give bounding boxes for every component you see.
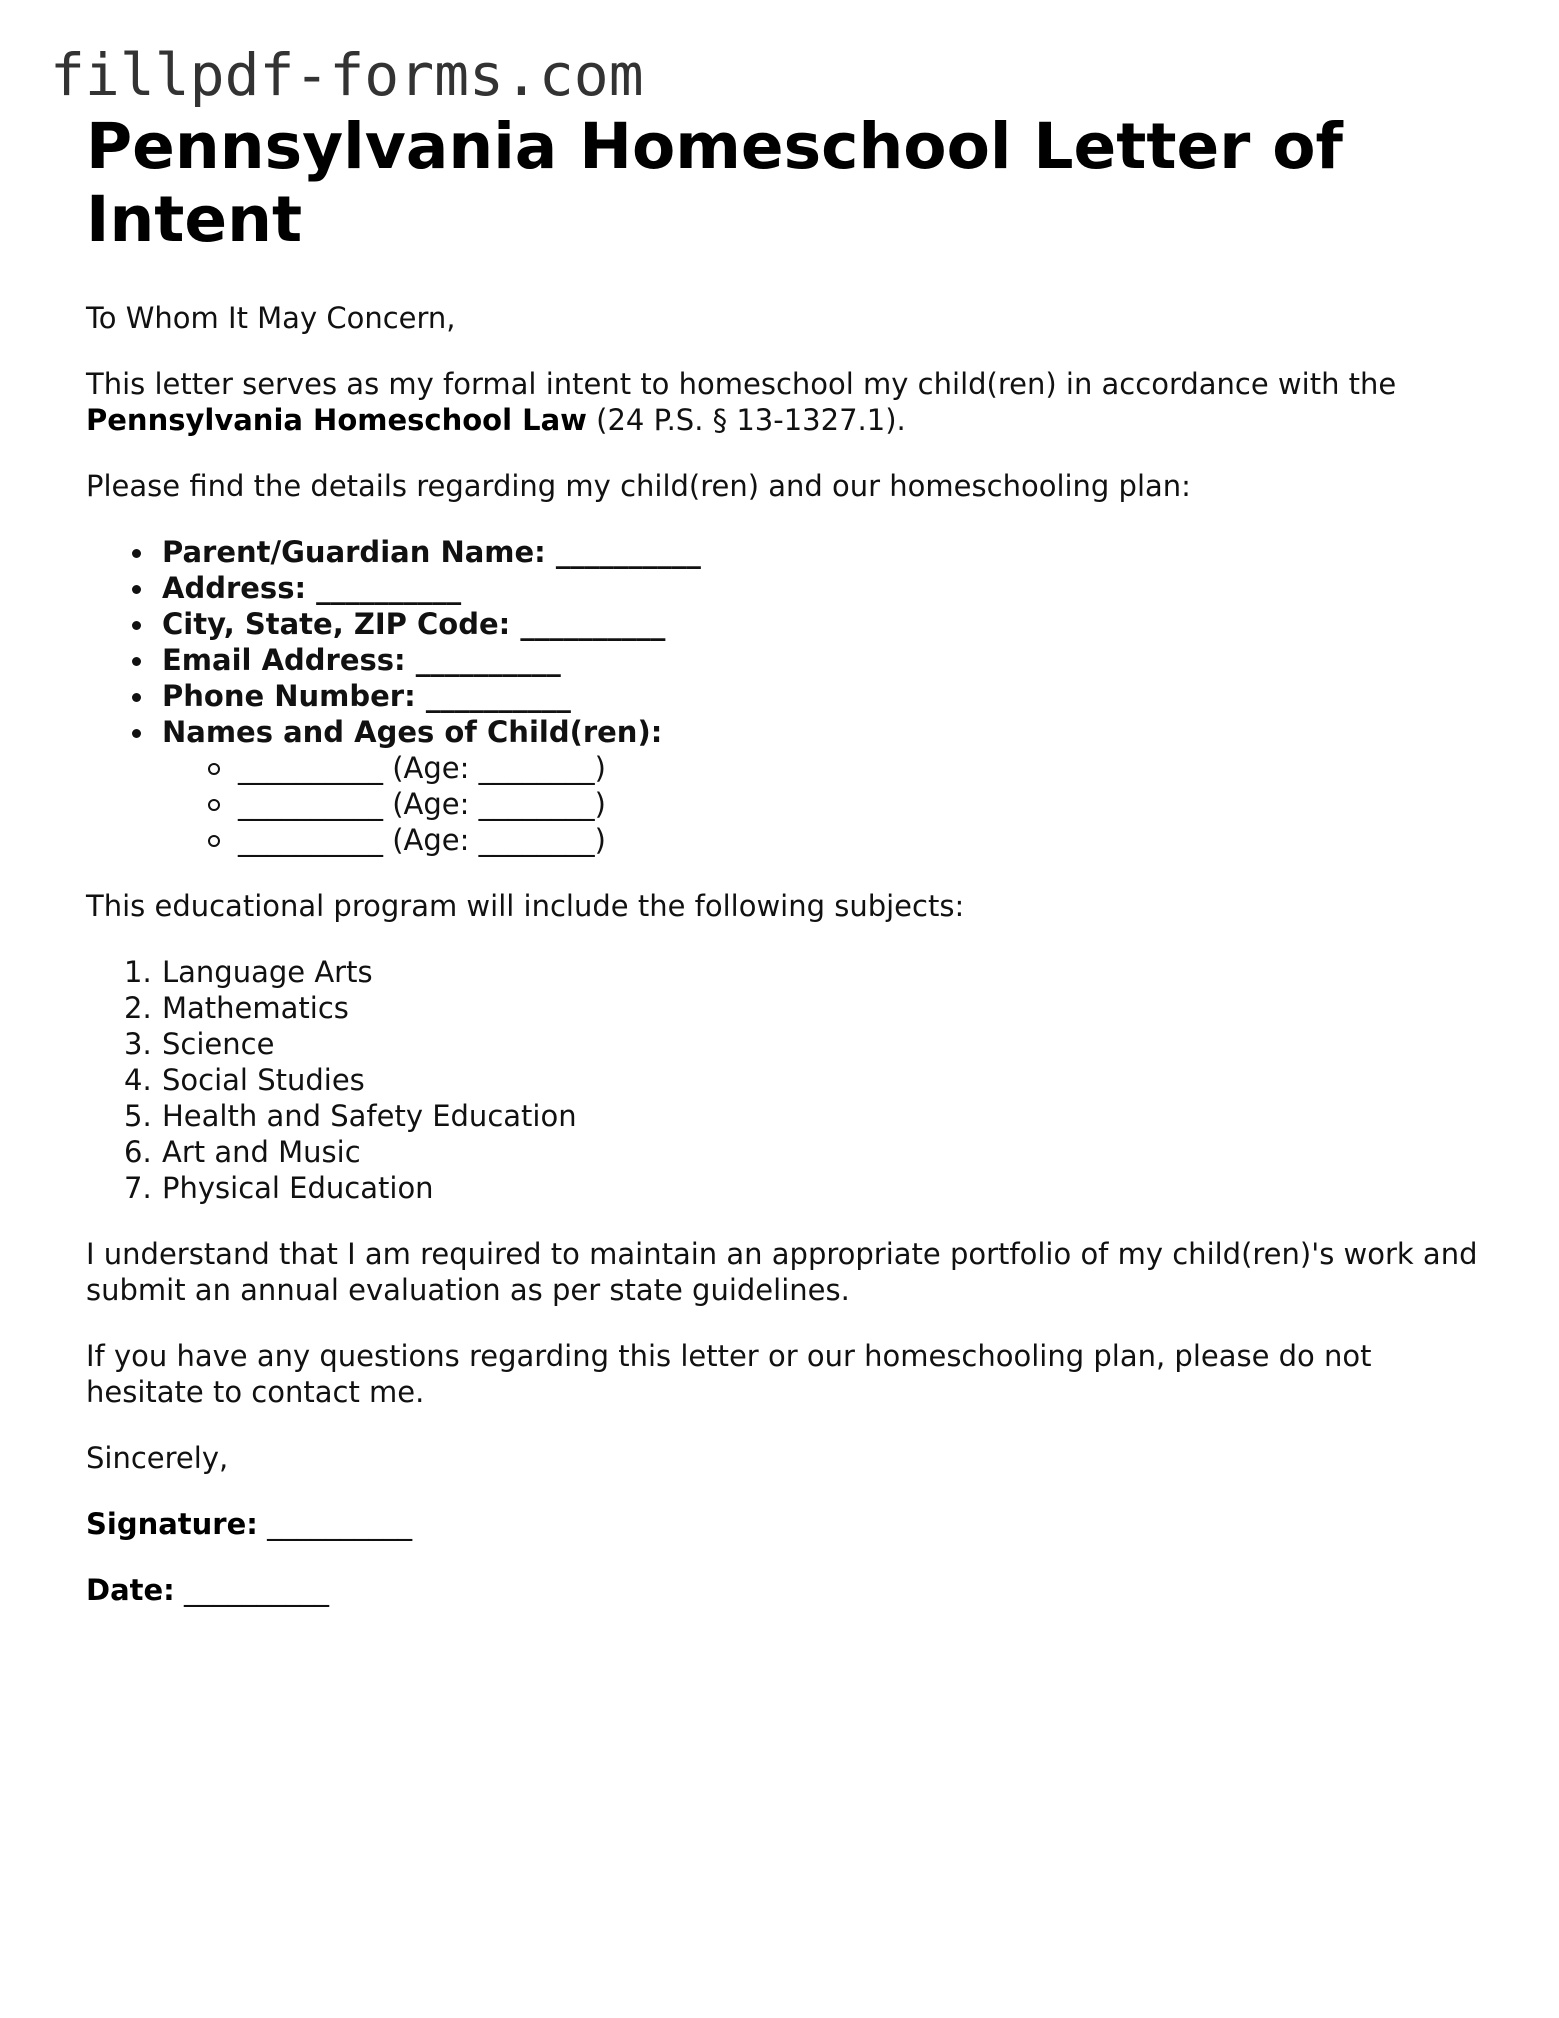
- subject-number: 4.: [124, 1063, 152, 1097]
- child-age-blank[interactable]: ________: [478, 751, 595, 785]
- details-intro: Please find the details regarding my child(ren) and our homeschooling plan:: [86, 469, 1191, 503]
- subject-number: 6.: [124, 1135, 152, 1169]
- date-blank[interactable]: __________: [184, 1573, 329, 1607]
- signature-label: Signature:: [86, 1507, 258, 1541]
- law-name: Pennsylvania Homeschool Law: [86, 403, 587, 437]
- subject-item: [124, 990, 1486, 1026]
- intro-text-after: (24 P.S. § 13-1327.1).: [586, 403, 906, 437]
- contact-paragraph: If you have any questions regarding this letter or our homeschooling plan, please do not hesitate to contact me.: [86, 1339, 1372, 1409]
- subject-number: 5.: [124, 1099, 152, 1133]
- age-close: ): [594, 751, 606, 785]
- children-list: [162, 750, 1486, 858]
- age-label: (Age:: [392, 823, 479, 857]
- subject-name: Art and Music: [162, 1135, 361, 1169]
- subject-item: [124, 1062, 1486, 1098]
- field-blank[interactable]: __________: [520, 607, 666, 641]
- subject-number: 2.: [124, 991, 152, 1025]
- child-entry: [238, 786, 1486, 822]
- greeting: To Whom It May Concern,: [86, 301, 456, 335]
- age-label: (Age:: [392, 787, 479, 821]
- intro-paragraph: [86, 366, 1486, 438]
- signature-blank[interactable]: __________: [267, 1507, 413, 1541]
- subject-number: 1.: [124, 955, 152, 989]
- date-line: [86, 1572, 1486, 1608]
- field-city-state-zip: [162, 606, 1486, 642]
- subjects-list: [86, 954, 1486, 1206]
- intro-text-before: This letter serves as my formal intent to homeschool my child(ren) in accordance with the: [86, 367, 1397, 401]
- subject-name: Language Arts: [162, 955, 373, 989]
- field-label: Address:: [162, 571, 307, 605]
- field-children: [162, 714, 1486, 858]
- age-label: (Age:: [392, 751, 479, 785]
- field-blank[interactable]: __________: [555, 535, 701, 569]
- child-name-blank[interactable]: __________: [238, 751, 383, 785]
- portfolio-paragraph: I understand that I am required to maintain an appropriate portfolio of my child(ren)'s work and submit an annual evaluation as per state guidelines.: [86, 1237, 1478, 1307]
- watermark: fillpdf-forms.com: [50, 41, 644, 109]
- subjects-intro: This educational program will include the following subjects:: [86, 889, 965, 923]
- subject-name: Mathematics: [162, 991, 349, 1025]
- child-name-blank[interactable]: __________: [238, 823, 383, 857]
- age-close: ): [594, 823, 606, 857]
- details-list: [86, 534, 1486, 858]
- letter-page: [86, 110, 1486, 1638]
- subject-item: [124, 1170, 1486, 1206]
- subject-name: Science: [162, 1027, 275, 1061]
- signature-line: [86, 1506, 1486, 1542]
- child-name-blank[interactable]: __________: [238, 787, 383, 821]
- field-blank[interactable]: __________: [415, 643, 561, 677]
- child-age-blank[interactable]: ________: [478, 787, 595, 821]
- subject-number: 7.: [124, 1171, 152, 1205]
- subject-item: [124, 954, 1486, 990]
- age-close: ): [594, 787, 606, 821]
- child-entry: [238, 822, 1486, 858]
- field-phone: [162, 678, 1486, 714]
- subject-number: 3.: [124, 1027, 152, 1061]
- field-blank[interactable]: __________: [316, 571, 462, 605]
- field-email: [162, 642, 1486, 678]
- child-entry: [238, 750, 1486, 786]
- field-label: City, State, ZIP Code:: [162, 607, 511, 641]
- subject-item: [124, 1026, 1486, 1062]
- subject-name: Social Studies: [162, 1063, 365, 1097]
- field-parent-name: [162, 534, 1486, 570]
- field-blank[interactable]: __________: [425, 679, 571, 713]
- field-label: Email Address:: [162, 643, 406, 677]
- field-address: [162, 570, 1486, 606]
- child-age-blank[interactable]: ________: [478, 823, 595, 857]
- field-label: Names and Ages of Child(ren):: [162, 715, 663, 749]
- page-title: Pennsylvania Homeschool Letter of Intent: [86, 110, 1343, 256]
- field-label: Phone Number:: [162, 679, 416, 713]
- subject-name: Health and Safety Education: [162, 1099, 577, 1133]
- field-label: Parent/Guardian Name:: [162, 535, 546, 569]
- date-label: Date:: [86, 1573, 175, 1607]
- subject-item: [124, 1134, 1486, 1170]
- subject-name: Physical Education: [162, 1171, 434, 1205]
- subject-item: [124, 1098, 1486, 1134]
- closing: Sincerely,: [86, 1441, 229, 1475]
